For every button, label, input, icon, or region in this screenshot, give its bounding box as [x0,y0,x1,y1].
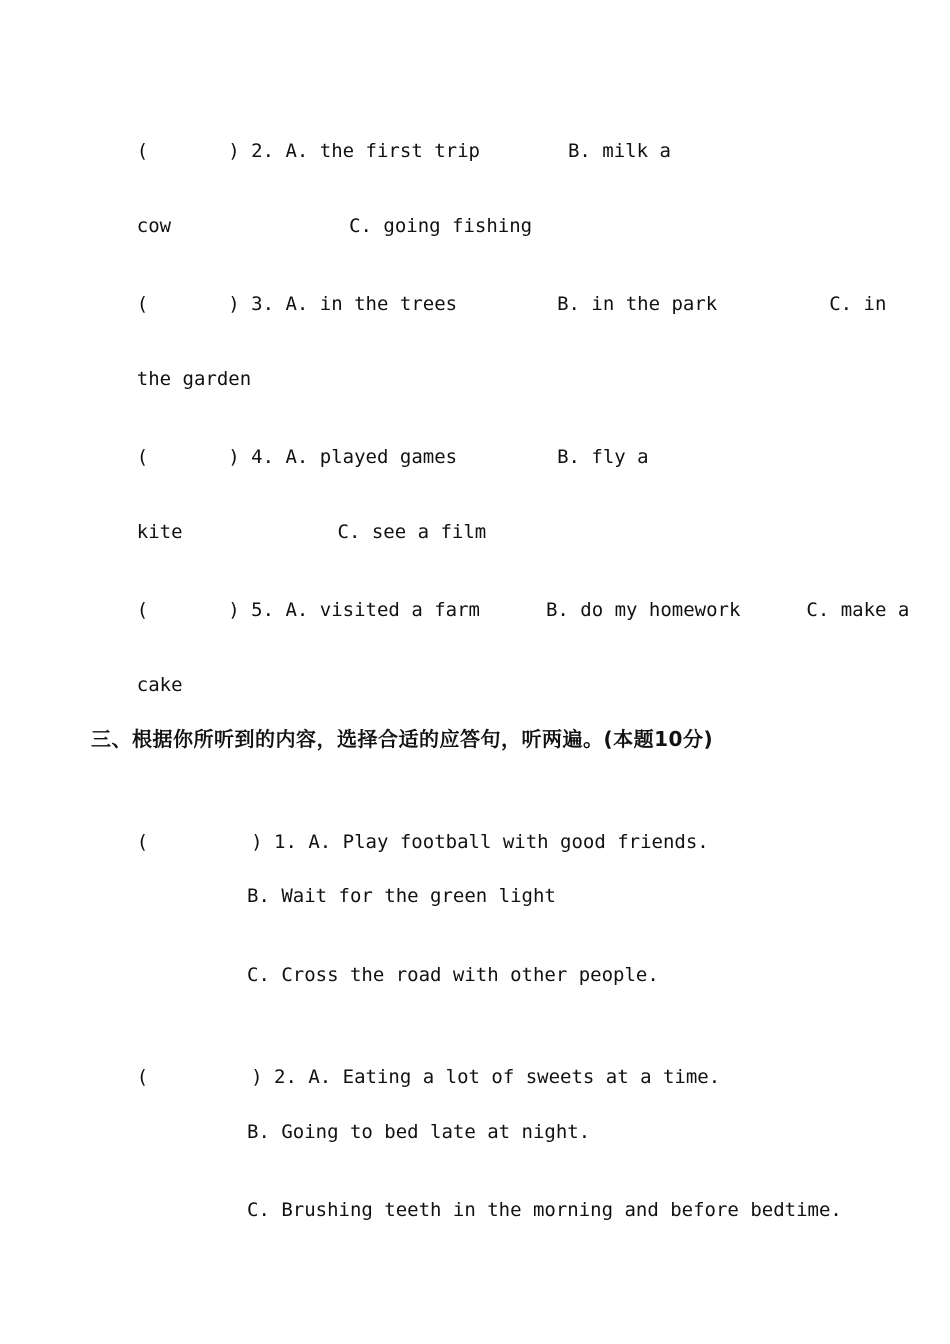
option-b: B. do my homework [545,599,741,621]
answer-blank[interactable]: ( ) 2. [136,140,286,162]
option-a: A. visited a farm [285,599,480,621]
answer-blank[interactable]: ( ) 1. [136,831,309,853]
option-a: A. played games [285,446,458,468]
question-3-wrap-line [91,343,251,415]
question-5-wrap-line [91,649,183,721]
question-2-wrap-line [91,190,532,262]
option-a: A. Eating a lot of sweets at a time. [308,1066,721,1088]
section-3-question-1-line [91,806,709,878]
answer-blank[interactable]: ( ) 4. [136,446,286,468]
option-b-continued: kite [136,521,183,543]
section-3-question-2-option-b: B. Going to bed late at night. [247,1121,591,1143]
option-b: B. milk a [567,140,671,162]
section-3-question-2-line [91,1041,720,1113]
option-c: C. see a film [337,521,487,543]
option-c: C. going fishing [349,215,533,237]
option-c-continued: cake [136,674,183,696]
question-2-line [91,115,671,187]
question-3-line [91,268,886,340]
section-3-question-2-option-c: C. Brushing teeth in the morning and before bedtime. [247,1199,842,1221]
section-3-question-1-option-b: B. Wait for the green light [247,885,556,907]
option-a: A. the first trip [285,140,480,162]
answer-blank[interactable]: ( ) 5. [136,599,286,621]
section-3-heading: 三、根据你所听到的内容，选择合适的应答句，听两遍。(本题10分) [91,727,714,751]
question-4-line [91,421,649,493]
answer-blank[interactable]: ( ) 3. [136,293,286,315]
section-3-question-1-option-c: C. Cross the road with other people. [247,964,659,986]
option-c-continued: the garden [136,368,252,390]
option-b: B. fly a [557,446,649,468]
option-b-continued: cow [136,215,172,237]
option-c: C. in [829,293,887,315]
question-5-line [91,574,909,646]
question-4-wrap-line [91,496,486,568]
option-c: C. make a [806,599,910,621]
answer-blank[interactable]: ( ) 2. [136,1066,309,1088]
option-a: A. in the trees [285,293,458,315]
option-b: B. in the park [557,293,718,315]
option-a: A. Play football with good friends. [308,831,709,853]
